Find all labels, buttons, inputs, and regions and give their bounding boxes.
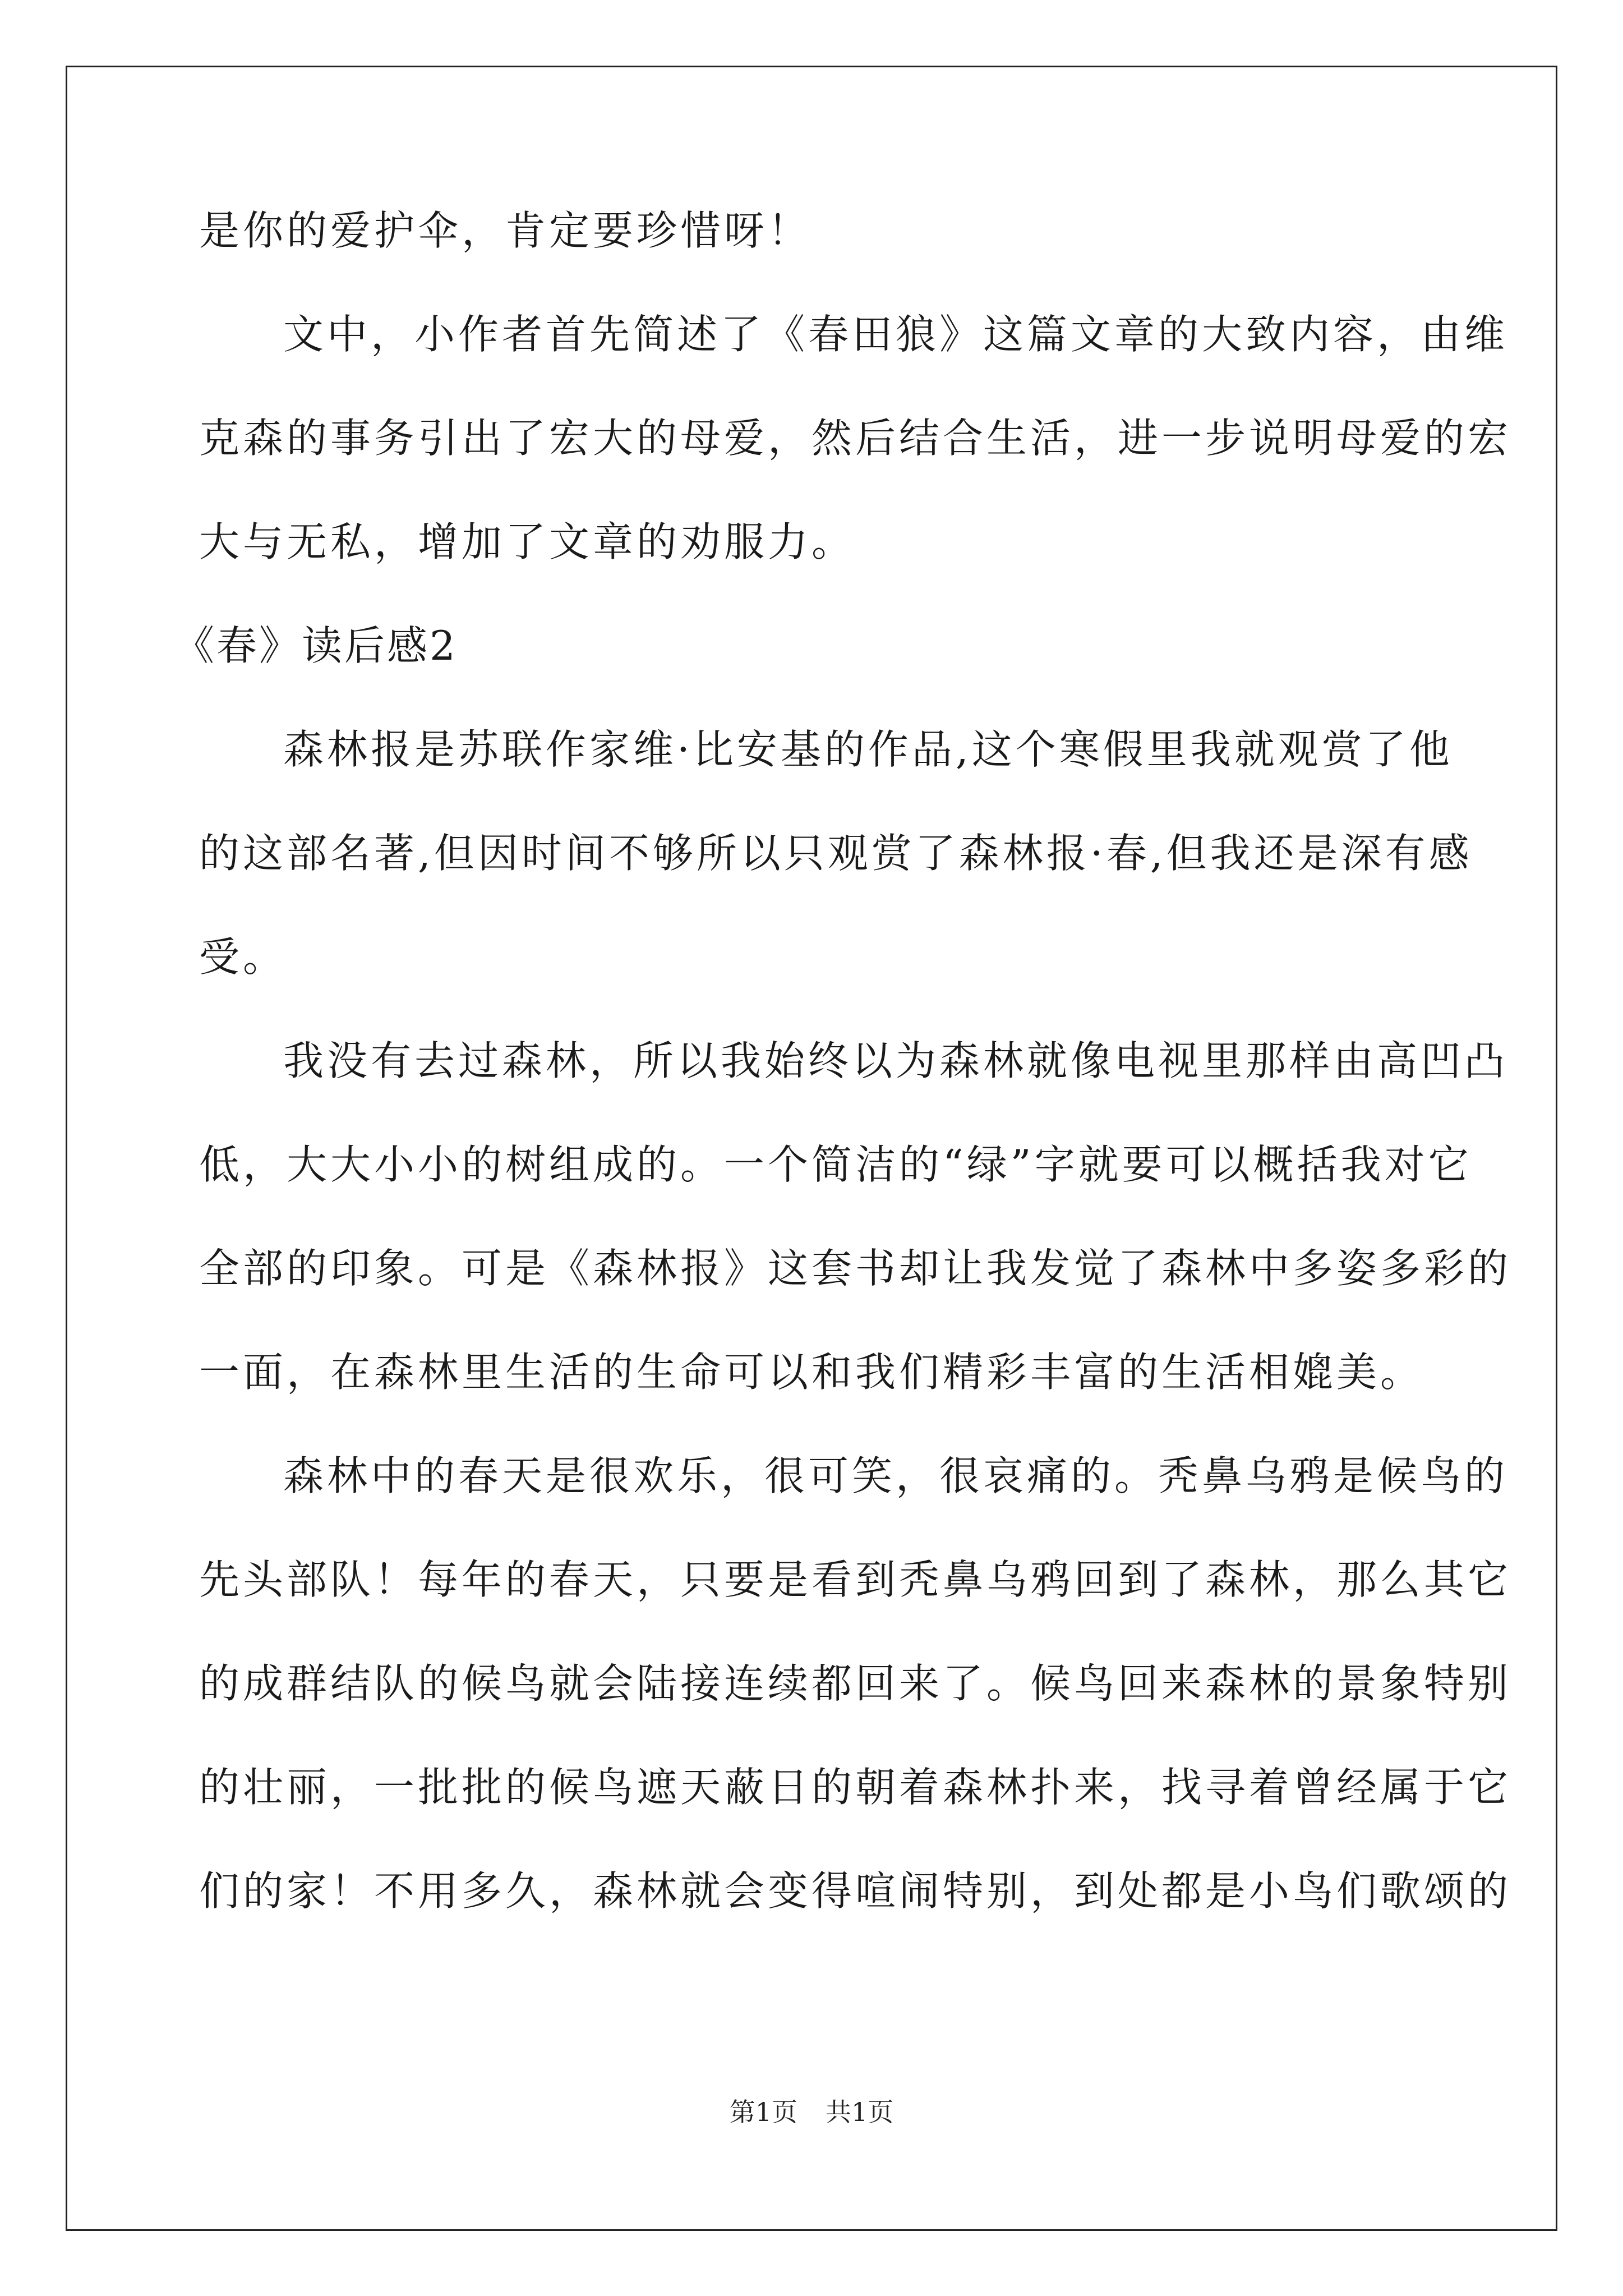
document-body [174, 207, 1512, 1975]
text-line: 一面，在森林里生活的生命可以和我们精彩丰富的生活相媲美。 [199, 1349, 1424, 1396]
text-line: 全部的印象。可是《森林报》这套书却让我发觉了森林中多姿多彩的 [199, 1245, 1512, 1292]
text-line: 的成群结队的候鸟就会陆接连续都回来了。候鸟回来森林的景象特别 [199, 1660, 1512, 1707]
text-line: 先头部队！每年的春天，只要是看到秃鼻乌鸦回到了森林，那么其它 [199, 1556, 1512, 1603]
paragraph-start-line: 我没有去过森林，所以我始终以为森林就像电视里那样由高凹凸 [283, 1037, 1509, 1084]
page-number: 第1页 [729, 2097, 797, 2127]
text-line: 大与无私，增加了文章的劝服力。 [199, 518, 856, 565]
text-line: 低，大大小小的树组成的。一个简洁的“绿”字就要可以概括我对它 [199, 1141, 1472, 1188]
paragraph-start-line: 森林中的春天是很欢乐，很可笑，很哀痛的。秃鼻乌鸦是候鸟的 [283, 1452, 1509, 1499]
paragraph-start-line: 文中，小作者首先简述了《春田狼》这篇文章的大致内容，由维 [283, 311, 1509, 358]
text-line: 克森的事务引出了宏大的母爱，然后结合生活，进一步说明母爱的宏 [199, 415, 1512, 462]
text-line: 的这部名著,但因时间不够所以只观赏了森林报·春,但我还是深有感 [199, 830, 1473, 877]
text-line: 的壮丽，一批批的候鸟遮天蔽日的朝着森林扑来，找寻着曾经属于它 [199, 1764, 1512, 1811]
paragraph-start-line: 森林报是苏联作家维·比安基的作品,这个寒假里我就观赏了他 [283, 726, 1453, 773]
text-line: 是你的爱护伞，肯定要珍惜呀！ [199, 207, 812, 254]
page-total: 共1页 [826, 2097, 894, 2127]
text-line: 们的家！不用多久，森林就会变得喧闹特别，到处都是小鸟们歌颂的 [199, 1867, 1512, 1915]
page-footer [0, 2099, 1623, 2125]
text-line: 受。 [199, 933, 287, 981]
section-heading: 《春》读后感2 [174, 622, 458, 669]
